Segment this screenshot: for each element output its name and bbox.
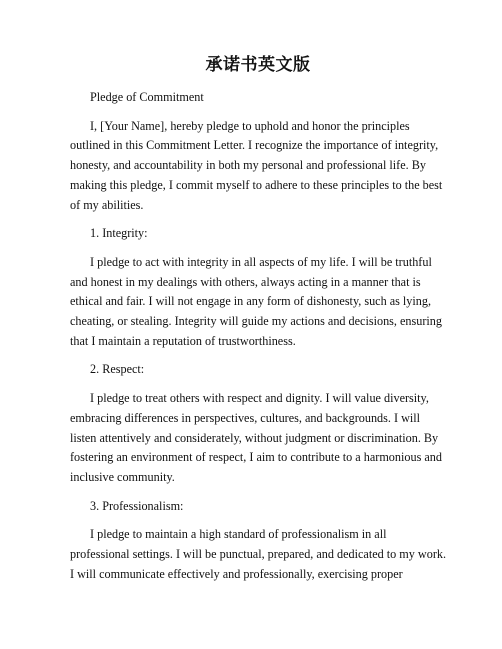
section-heading-professionalism: 3. Professionalism: bbox=[90, 498, 184, 513]
section-body-integrity: I pledge to act with integrity in all aspects of my life. I will be truthful and honest in my dealings with others, always acting in a manner that is ethical and fair. I will not engage in any form of dishonesty, such as lying, cheating, or stealing. Integrity will guide my actions and decisions, ensuring that I maintain a reputation of trustworthiness. bbox=[70, 254, 442, 348]
section-body-professionalism: I pledge to maintain a high standard of professionalism in all professional settings. I will be punctual, prepared, and dedicated to my work. I will communicate effectively and professionally, exercising proper bbox=[70, 527, 447, 581]
section-body-respect: I pledge to treat others with respect and dignity. I will value diversity, embracing differences in perspectives, cultures, and backgrounds. I will listen attentively and considerately, without judgment or discrimination. By fostering an environment of respect, I aim to contribute to a harmonious and inclusive community. bbox=[70, 391, 442, 484]
section-heading-respect: 2. Respect: bbox=[90, 362, 145, 377]
document-title: 承诺书英文版 bbox=[205, 55, 311, 75]
document-subtitle: Pledge of Commitment bbox=[90, 90, 204, 104]
intro-paragraph: I, [Your Name], hereby pledge to uphold and honor the principles outlined in this Commitment Letter. I recognize the importance of integrity, honesty, and accountability in both my personal and professional life. By making this pledge, I commit myself to adhere to these principles to the best of my abilities. bbox=[70, 118, 443, 212]
section-heading-integrity: 1. Integrity: bbox=[90, 226, 148, 241]
